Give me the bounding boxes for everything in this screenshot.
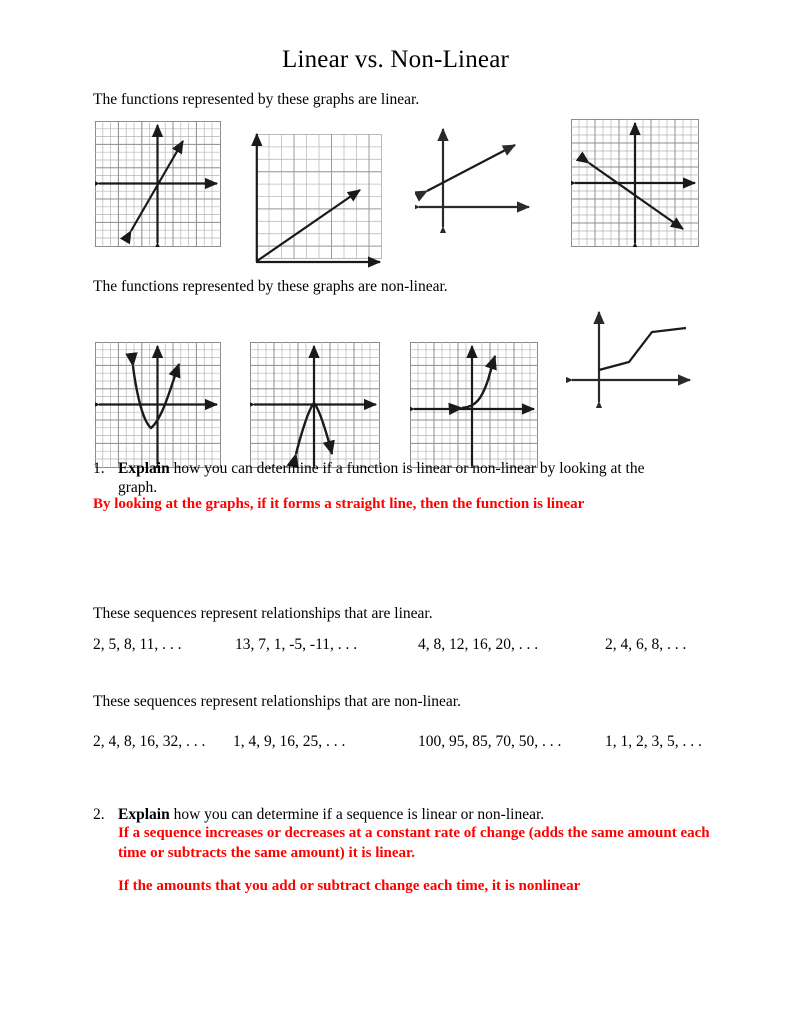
- linear-sequence-2: 13, 7, 1, -5, -11, . . .: [235, 636, 358, 653]
- question-2-prompt: [118, 806, 544, 824]
- linear-sequence-3: 4, 8, 12, 16, 20, . . .: [418, 636, 539, 653]
- graph-nonlinear-piecewise: [566, 308, 696, 413]
- graph-linear-gentle-positive: [415, 123, 533, 238]
- question-2-prompt-text: how you can determine if a sequence is linear or non-linear.: [169, 806, 545, 823]
- nonlinear-sequence-3: 100, 95, 85, 70, 50, . . .: [418, 733, 562, 750]
- question-1-prompt-line2: graph.: [118, 479, 158, 496]
- graph-nonlinear-parabola-up: [95, 342, 221, 473]
- linear-sequence-1: 2, 5, 8, 11, . . .: [93, 636, 182, 653]
- question-1-prompt-text: how you can determine if a function is linear or non-linear by looking at the: [169, 460, 645, 477]
- graph-nonlinear-exponential: [410, 342, 538, 473]
- nonlinear-sequences-lead: These sequences represent relationships that are non-linear.: [93, 693, 461, 710]
- nonlinear-sequence-1: 2, 4, 8, 16, 32, . . .: [93, 733, 206, 750]
- question-2-number: 2.: [93, 806, 105, 823]
- question-2-keyword: Explain: [118, 806, 170, 823]
- question-1-number: 1.: [93, 460, 105, 477]
- linear-sequence-4: 2, 4, 6, 8, . . .: [605, 636, 687, 653]
- nonlinear-graphs-lead: The functions represented by these graphs are non-linear.: [93, 278, 448, 295]
- page-title: Linear vs. Non-Linear: [281, 46, 510, 73]
- question-1-prompt-line1: [118, 460, 644, 478]
- nonlinear-sequence-4: 1, 1, 2, 3, 5, . . .: [605, 733, 702, 750]
- question-2-answer-part2: If the amounts that you add or subtract change each time, it is nonlinear: [118, 878, 581, 894]
- linear-sequences-lead: These sequences represent relationships that are linear.: [93, 605, 433, 622]
- graph-linear-ray-first-quadrant: [248, 130, 384, 275]
- question-1-keyword: Explain: [118, 460, 170, 477]
- question-1-answer: By looking at the graphs, if it forms a straight line, then the function is linear: [93, 496, 585, 512]
- graph-nonlinear-parabola-down: [250, 342, 380, 473]
- graph-linear-steep-positive: [95, 121, 221, 252]
- question-2-answer-part1: If a sequence increases or decreases at a constant rate of change (adds the same amount each time or subtracts the same amount) it is linear.: [118, 825, 710, 861]
- linear-graphs-lead: The functions represented by these graphs are linear.: [93, 91, 420, 108]
- nonlinear-sequence-2: 1, 4, 9, 16, 25, . . .: [233, 733, 346, 750]
- graph-linear-negative: [571, 119, 699, 252]
